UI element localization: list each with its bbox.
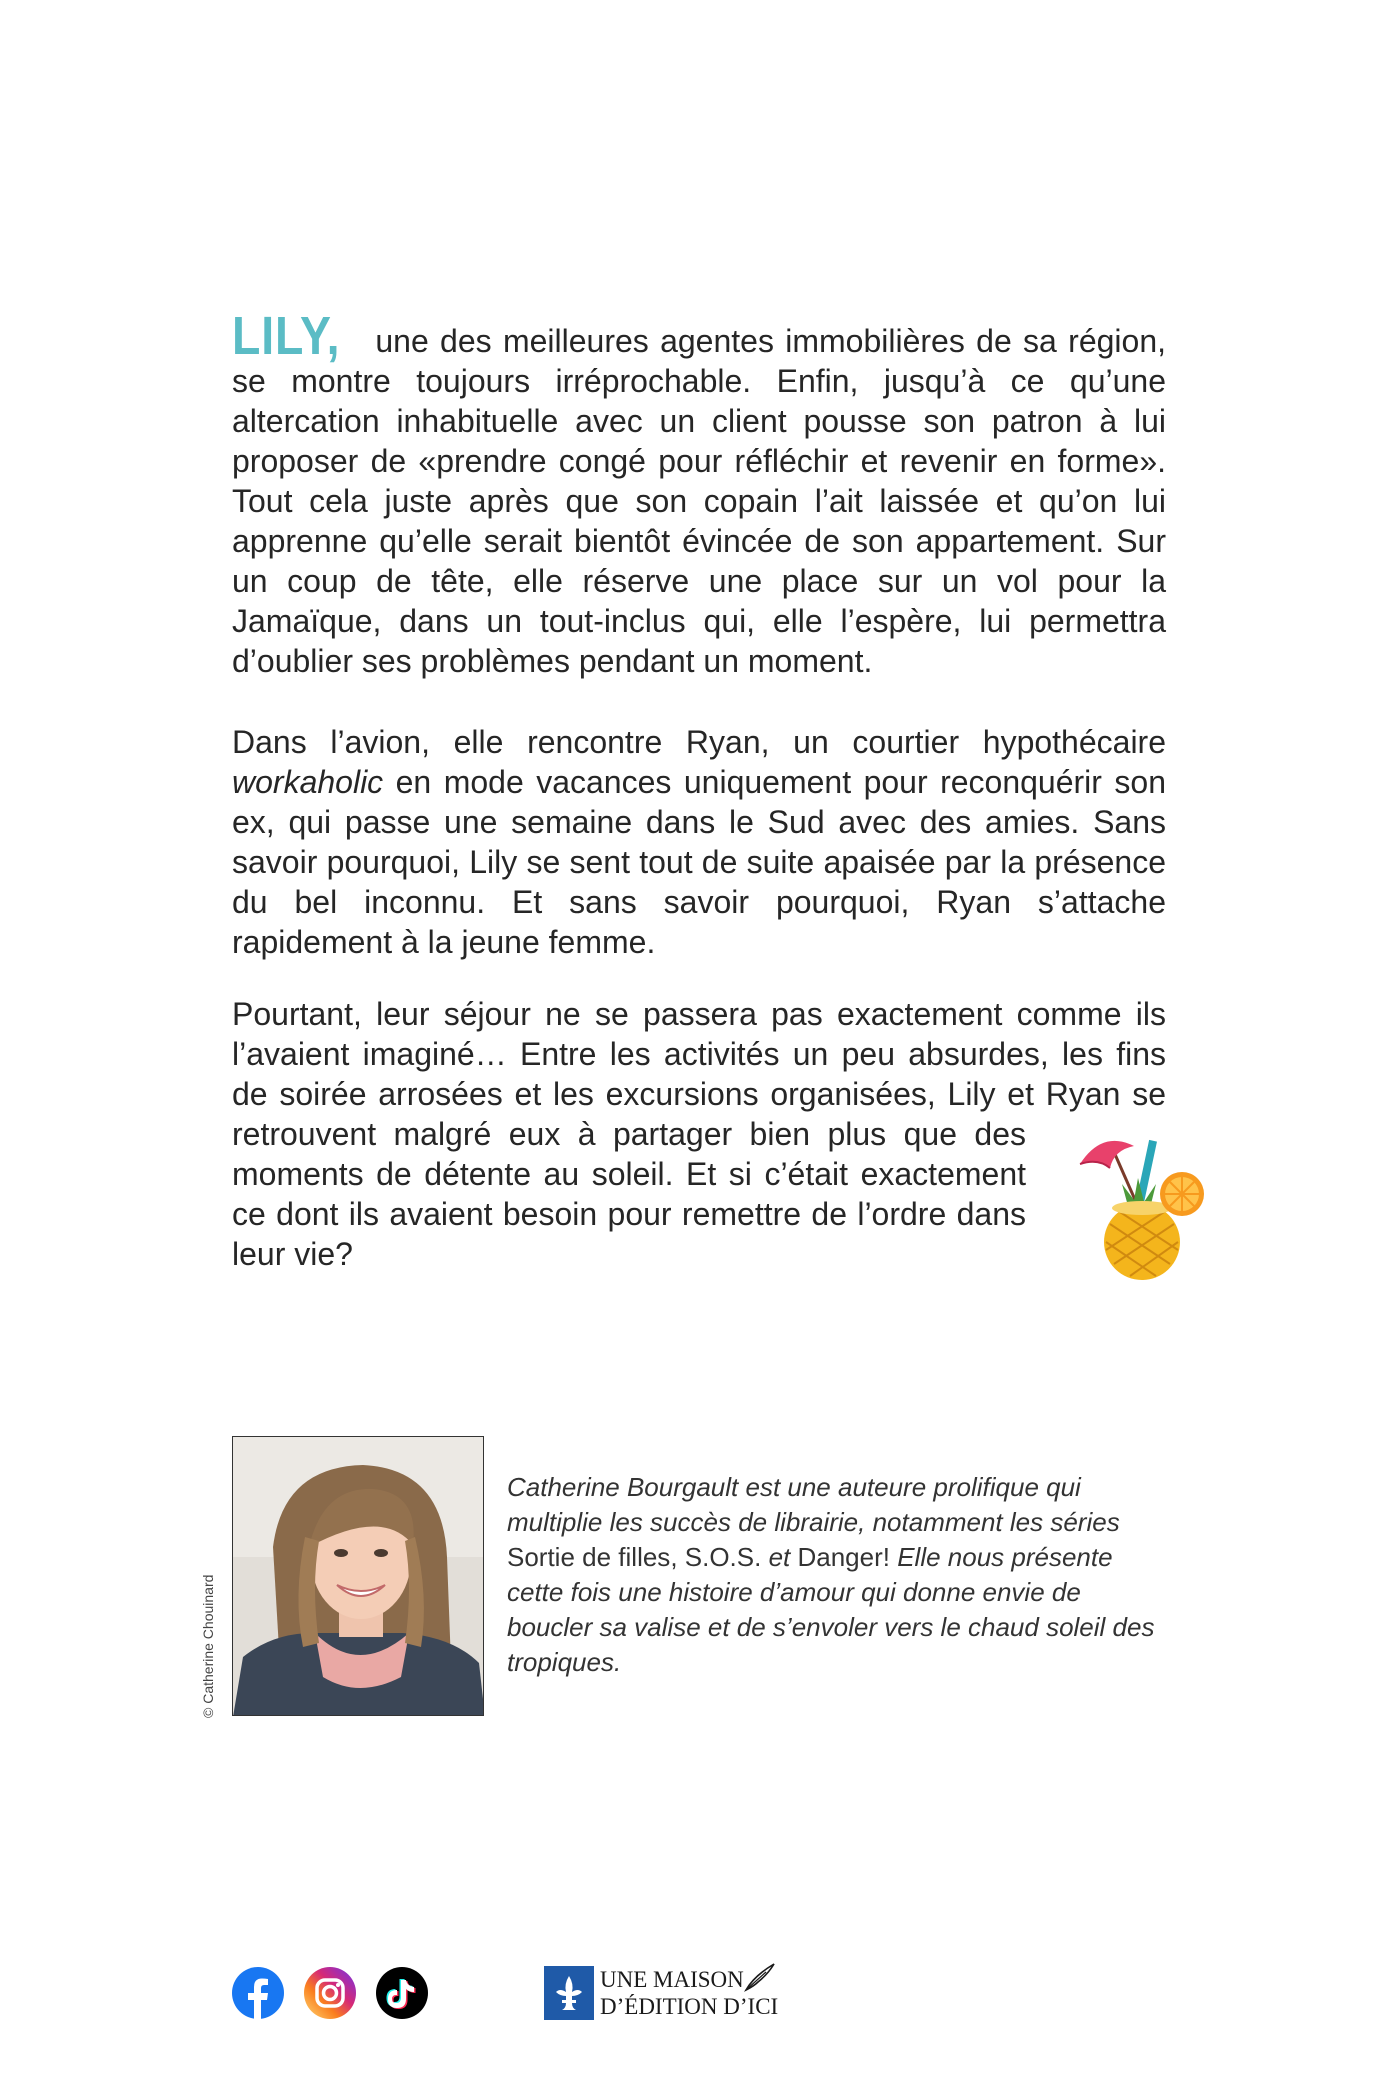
blurb-paragraph-2 xyxy=(232,722,1166,962)
blurb-paragraph-3 xyxy=(232,994,1166,1274)
blurb-text-2b: en mode vacances uniquement pour reconquérir son ex, qui passe une semaine dans le Sud avec des amies. Sans savoir pourquoi, Lily se sent tout de suite apaisée par la présence du bel inconnu. Et sans savoir pourquoi, Ryan s’attache rapidement à la jeune femme. xyxy=(232,764,1166,960)
series-title-1: Sortie de filles xyxy=(507,1542,671,1572)
publisher-line-2: D’ÉDITION D’ICI xyxy=(600,1994,779,2019)
photo-credit: © Catherine Chouinard xyxy=(200,1574,216,1718)
bio-text-a: Catherine Bourgault est une auteure prolifique qui multiplie les succès de librairie, notamment les séries xyxy=(507,1472,1120,1537)
tiktok-icon[interactable] xyxy=(376,1967,428,2019)
fleur-de-lis-icon xyxy=(544,1966,594,2020)
facebook-icon[interactable] xyxy=(232,1967,284,2019)
quill-icon xyxy=(744,1962,778,1992)
bio-separator-2: et xyxy=(761,1542,798,1572)
bio-text-b: Elle nous présente cette fois une histoire d’amour qui donne envie de boucler sa valise et de s’envoler vers le chaud soleil des tropiques. xyxy=(507,1542,1155,1677)
publisher-line-1: UNE MAISON xyxy=(600,1967,744,1992)
blurb-text-3: Pourtant, leur séjour ne se passera pas exactement comme ils l’avaient imaginé… Entre les activités un peu absurdes, les fins de soirée arrosées et les excursions organisées, Lily et Ryan se retrouvent malgré eux à partager bien plus que des moments de détente au soleil. Et si c’était exactement ce dont ils avaient besoin pour remettre de l’ordre dans leur vie? xyxy=(232,996,1166,1272)
publisher-logo xyxy=(544,1962,824,2022)
lead-word: LILY, xyxy=(232,306,341,366)
series-title-3: Danger! xyxy=(797,1542,890,1572)
author-bio xyxy=(507,1470,1167,1680)
bio-separator-1: , xyxy=(670,1542,685,1572)
blurb-italic-word: workaholic xyxy=(232,764,384,800)
blurb-paragraph-1 xyxy=(232,306,1166,681)
series-title-2: S.O.S. xyxy=(684,1542,762,1572)
blurb-text-1: une des meilleures agentes immobilières de sa région, se montre toujours irréprochable. Enfin, jusqu’à ce qu’une altercation inhabituelle avec un client pousse son patron à lui proposer de «prendre congé pour réfléchir et revenir en forme». Tout cela juste après que son copain l’ait laissée et qu’on lui apprenne qu’elle serait bientôt évincée de son appartement. Sur un coup de tête, elle réserve une place sur un vol pour la Jamaïque, dans un tout-inclus qui, elle l’espère, lui permettra d’oublier ses problèmes pendant un moment. xyxy=(232,323,1166,679)
blurb-text-2a: Dans l’avion, elle rencontre Ryan, un courtier hypothécaire xyxy=(232,724,1166,760)
pineapple-cocktail-icon xyxy=(1070,1124,1210,1284)
author-portrait-image xyxy=(233,1437,484,1716)
instagram-icon[interactable] xyxy=(304,1967,356,2019)
author-photo xyxy=(232,1436,484,1716)
